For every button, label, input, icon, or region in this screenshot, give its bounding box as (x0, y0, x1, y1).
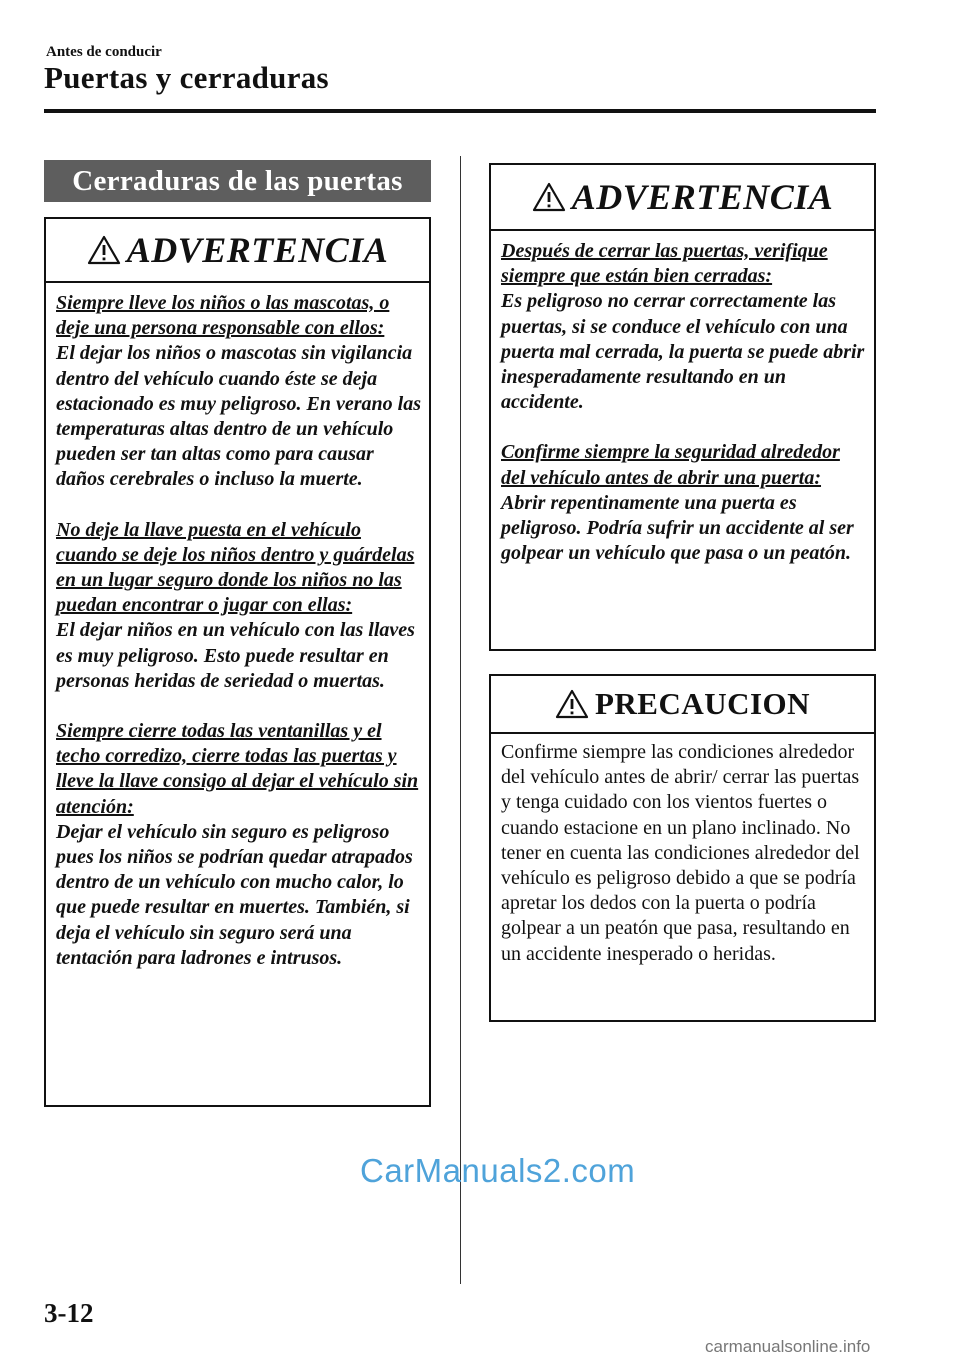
warning-triangle-icon (87, 235, 121, 265)
precaution-text: Confirme siempre las condiciones alrededor del vehículo antes de abrir/ cerrar las puertas y tenga cuidado con los vientos fuertes o cuando estacione en un plano inclinado. No tener en cuenta las condiciones alrededor del vehículo es peligroso debido a que se podría apretar los dedos con la puerta o podría golpear a un peatón que pasa, resultando en un accidente inesperado o heridas. (501, 741, 860, 965)
warning-paragraph (56, 518, 421, 694)
warning-heading: Siempre lleve los niños o las mascotas, o deje una persona responsable con ellos: (56, 292, 390, 340)
precaution-body (491, 734, 874, 977)
precaution-header (491, 676, 874, 734)
warning-box-left (44, 217, 431, 1107)
page-title: Puertas y cerraduras (44, 60, 329, 95)
warning-text: El dejar los niños o mascotas sin vigilancia dentro del vehículo cuando éste se deja estacionado es muy peligroso. En verano las temperaturas altas dentro de un vehículo pueden ser tan altas como para causar daños cerebrales o incluso la muerte. (56, 342, 422, 491)
warning-heading: Después de cerrar las puertas, verifique siempre que están bien cerradas: (501, 240, 828, 288)
warning-body (491, 231, 874, 576)
warning-paragraph (56, 719, 421, 971)
warning-heading: Confirme siempre la seguridad alrededor del vehículo antes de abrir una puerta: (501, 441, 840, 489)
warning-box-right (489, 163, 876, 651)
column-divider (460, 156, 461, 1284)
precaution-label: PRECAUCION (594, 686, 811, 721)
warning-label: ADVERTENCIA (126, 230, 389, 270)
warning-paragraph (501, 440, 866, 566)
warning-paragraph (501, 239, 866, 415)
warning-triangle-icon (532, 182, 566, 212)
warning-text: Abrir repentinamente una puerta es peligroso. Podría sufrir un accidente al ser golpear un vehículo que pasa o un peatón. (501, 491, 854, 565)
warning-paragraph (56, 291, 421, 493)
footer-site: carmanualsonline.info (705, 1337, 871, 1356)
warning-label: ADVERTENCIA (571, 177, 834, 217)
warning-triangle-icon (555, 689, 589, 719)
watermark-logo: CarManuals2.com (360, 1152, 636, 1189)
warning-body (46, 283, 429, 981)
page-number: 3-12 (44, 1298, 94, 1328)
precaution-box (489, 674, 876, 1022)
section-banner: Cerraduras de las puertas (44, 160, 431, 202)
chapter-label: Antes de conducir (46, 44, 162, 60)
header-rule (44, 109, 876, 113)
warning-header (46, 219, 429, 283)
warning-text: Es peligroso no cerrar correctamente las puertas, si se conduce el vehículo con una puerta mal cerrada, la puerta se puede abrir inesperadamente resultando en un accidente. (501, 290, 865, 414)
warning-header (491, 165, 874, 231)
warning-text: El dejar niños en un vehículo con las llaves es muy peligroso. Esto puede resultar en personas heridas de seriedad o muertas. (56, 619, 415, 692)
warning-heading: No deje la llave puesta en el vehículo cuando se deje los niños dentro y guárdelas en un lugar seguro donde los niños no las puedan encontrar o jugar con ellas: (56, 518, 415, 617)
warning-heading: Siempre cierre todas las ventanillas y el techo corredizo, cierre todas las puertas y lleve la llave consigo al dejar el vehículo sin atención: (56, 720, 419, 818)
warning-text: Dejar el vehículo sin seguro es peligroso pues los niños se podrían quedar atrapados dentro de un vehículo con mucho calor, lo que puede resultar en muertes. También, si deja el vehículo sin seguro será una tentación para ladrones e intrusos. (56, 820, 413, 969)
